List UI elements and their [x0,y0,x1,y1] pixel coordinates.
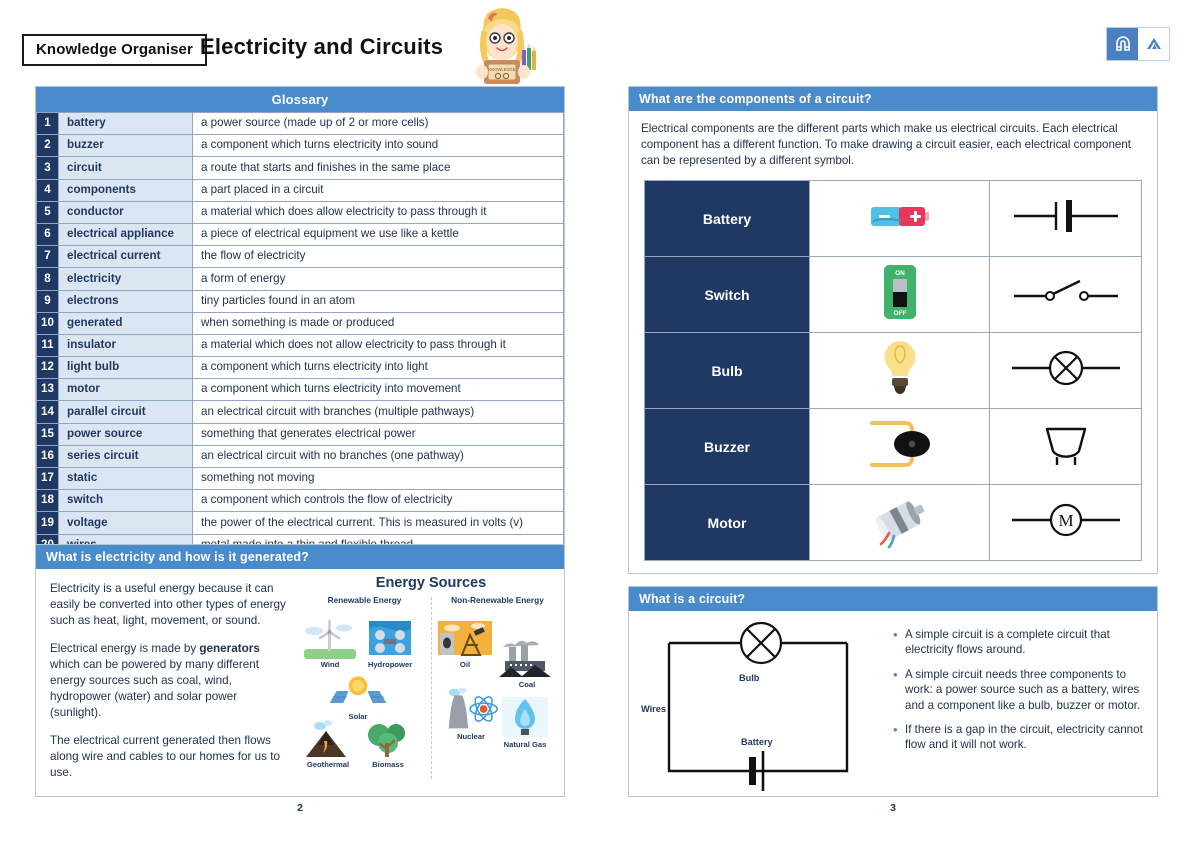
components-table [644,180,1142,561]
component-name: Buzzer [645,409,810,485]
components-heading: What are the components of a circuit? [629,87,1157,111]
glossary-number: 4 [37,179,59,201]
glossary-heading: Glossary [36,87,564,112]
motor-icon [810,485,990,561]
glossary-term: circuit [59,157,193,179]
diagram-label-battery: Battery [741,737,773,747]
glossary-table [36,112,564,557]
diagram-label-bulb: Bulb [739,673,760,683]
glossary-number: 8 [37,268,59,290]
buzzer-symbol-icon [990,409,1142,485]
nonrenewable-column [431,595,564,781]
glossary-row [37,223,564,245]
glossary-number: 2 [37,135,59,157]
toggle-switch-icon [810,257,990,333]
glossary-term: parallel circuit [59,401,193,423]
glossary-number: 10 [37,312,59,334]
glossary-row [37,445,564,467]
glossary-term: electricity [59,268,193,290]
circuit-heading: What is a circuit? [629,587,1157,611]
glossary-term: insulator [59,334,193,356]
para2-bold: generators [199,642,260,656]
glossary-number: 12 [37,357,59,379]
energy-caption: Geothermal [306,760,350,769]
glossary-definition: a component which turns electricity into movement [193,379,564,401]
page-number-left: 2 [297,802,303,814]
energy-item-hydropower [360,619,420,669]
glossary-row [37,179,564,201]
glossary-definition: a material which does allow electricity to pass through it [193,201,564,223]
glossary-definition: a component which turns electricity into light [193,357,564,379]
circuit-bullet-list [887,611,1157,797]
glossary-number: 13 [37,379,59,401]
glossary-number: 17 [37,468,59,490]
glossary-row [37,490,564,512]
svg-text:OFF: OFF [893,310,906,318]
glossary-number: 5 [37,201,59,223]
glossary-number: 18 [37,490,59,512]
arch-mark-icon [1138,28,1169,60]
energy-caption: Hydropower [367,660,413,669]
component-name: Bulb [645,333,810,409]
glossary-definition: something that generates electrical power [193,423,564,445]
component-row [645,409,1142,485]
glossary-row [37,401,564,423]
component-name: Motor [645,485,810,561]
glossary-term: motor [59,379,193,401]
glossary-term: light bulb [59,357,193,379]
magnet-icon [1107,28,1138,60]
brand-logo[interactable] [1106,27,1170,61]
glossary-term: power source [59,423,193,445]
glossary-definition: a material which does not allow electricity to pass through it [193,334,564,356]
battery-cell-icon [810,181,990,257]
glossary-term: series circuit [59,445,193,467]
electricity-text [36,569,298,798]
glossary-row [37,379,564,401]
energy-sources-infographic [298,569,564,798]
para2-pre: Electrical energy is made by [50,642,200,656]
glossary-definition: when something is made or produced [193,312,564,334]
glossary-definition: a power source (made up of 2 or more cells) [193,113,564,135]
knowledge-organiser-badge: Knowledge Organiser [22,34,207,66]
glossary-row [37,113,564,135]
energy-item-nuclear [441,691,501,741]
glossary-definition: a component which turns electricity into sound [193,135,564,157]
bulb-symbol-icon [990,333,1142,409]
page-number-right: 3 [890,802,896,814]
energy-caption: Wind [320,660,340,669]
renewable-column [298,595,431,781]
glossary-term: static [59,468,193,490]
glossary-row [37,512,564,534]
components-panel [628,86,1158,574]
glossary-definition: a form of energy [193,268,564,290]
electricity-para-3: The electrical current generated then flows along wire and cables to our homes for us to use. [50,734,280,779]
glossary-definition: tiny particles found in an atom [193,290,564,312]
glossary-term: electrical appliance [59,223,193,245]
battery-symbol-icon [990,181,1142,257]
glossary-term: switch [59,490,193,512]
glossary-number: 3 [37,157,59,179]
glossary-row [37,423,564,445]
glossary-definition: an electrical circuit with branches (multiple pathways) [193,401,564,423]
glossary-definition: the flow of electricity [193,246,564,268]
energy-item-natural-gas [495,699,555,749]
motor-symbol-icon [990,485,1142,561]
glossary-row [37,135,564,157]
energy-caption: Solar [348,712,368,721]
glossary-term: voltage [59,512,193,534]
switch-symbol-icon [990,257,1142,333]
glossary-term: electrical current [59,246,193,268]
glossary-row [37,357,564,379]
mascot-illustration [458,2,546,86]
glossary-panel [35,86,565,558]
glossary-term: generated [59,312,193,334]
glossary-definition: a piece of electrical equipment we use like a kettle [193,223,564,245]
glossary-definition: the power of the electrical current. This is measured in volts (v) [193,512,564,534]
glossary-number: 7 [37,246,59,268]
energy-item-wind [300,619,360,669]
renewable-label: Renewable Energy [327,595,402,605]
glossary-row [37,246,564,268]
energy-item-geothermal [298,719,358,769]
glossary-term: buzzer [59,135,193,157]
glossary-number: 6 [37,223,59,245]
energy-item-solar [328,671,388,721]
component-row [645,181,1142,257]
glossary-number: 11 [37,334,59,356]
glossary-definition: something not moving [193,468,564,490]
electricity-panel [35,544,565,797]
components-intro: Electrical components are the different parts which make us electrical circuits. Each electrical component has a different function. To make drawing a circuit easier, each electrical component can be represented by a different symbol. [641,122,1132,167]
svg-text:M: M [1057,511,1074,531]
glossary-row [37,290,564,312]
buzzer-icon [810,409,990,485]
glossary-number: 15 [37,423,59,445]
glossary-number: 16 [37,445,59,467]
nonrenewable-label: Non-Renewable Energy [451,595,544,605]
glossary-row [37,468,564,490]
glossary-definition: an electrical circuit with no branches (one pathway) [193,445,564,467]
circuit-bullet: • A simple circuit needs three components to work: a power source such as a battery, wires and a component like a bulb, buzzer or motor. [891,667,1145,713]
glossary-row [37,268,564,290]
component-row [645,333,1142,409]
svg-text:ON: ON [894,270,905,278]
glossary-number: 19 [37,512,59,534]
glossary-row [37,312,564,334]
glossary-row [37,334,564,356]
para2-post: which can be powered by many different energy sources such as coal, wind, hydropower (water) and solar power (sunlight). [50,658,259,719]
glossary-term: conductor [59,201,193,223]
component-name: Battery [645,181,810,257]
electricity-para-2 [50,641,288,720]
circuit-bullet: • If there is a gap in the circuit, electricity cannot flow and it will not work. [891,722,1145,753]
glossary-number: 14 [37,401,59,423]
glossary-row [37,157,564,179]
glossary-row [37,201,564,223]
component-name: Switch [645,257,810,333]
page-header [0,0,1190,80]
glossary-term: components [59,179,193,201]
glossary-term: battery [59,113,193,135]
energy-caption: Coal [518,680,536,689]
energy-caption: Natural Gas [503,740,547,749]
circuit-panel [628,586,1158,797]
circuit-bullet: • A simple circuit is a complete circuit that electricity flows around. [891,627,1145,658]
energy-item-coal [497,639,557,689]
component-row [645,257,1142,333]
svg-text:KNOWLEDGE: KNOWLEDGE [488,67,516,72]
electricity-heading: What is electricity and how is it generated? [36,545,564,569]
circuit-diagram [629,611,887,797]
page-title: Electricity and Circuits [200,34,444,59]
diagram-label-wires: Wires [641,704,666,714]
energy-caption: Nuclear [457,732,485,741]
energy-item-biomass [358,719,418,769]
glossary-term: electrons [59,290,193,312]
glossary-number: 1 [37,113,59,135]
electricity-para-1: Electricity is a useful energy because it can easily be converted into other types of energy such as heat, light, movement, or sound. [50,582,286,627]
glossary-number: 9 [37,290,59,312]
glossary-definition: a component which controls the flow of electricity [193,490,564,512]
energy-caption: Oil [459,660,471,669]
energy-caption: Biomass [372,760,404,769]
energy-item-oil [435,619,495,669]
light-bulb-icon [810,333,990,409]
component-row [645,485,1142,561]
glossary-definition: a part placed in a circuit [193,179,564,201]
energy-sources-title: Energy Sources [375,575,487,591]
glossary-definition: a route that starts and finishes in the same place [193,157,564,179]
